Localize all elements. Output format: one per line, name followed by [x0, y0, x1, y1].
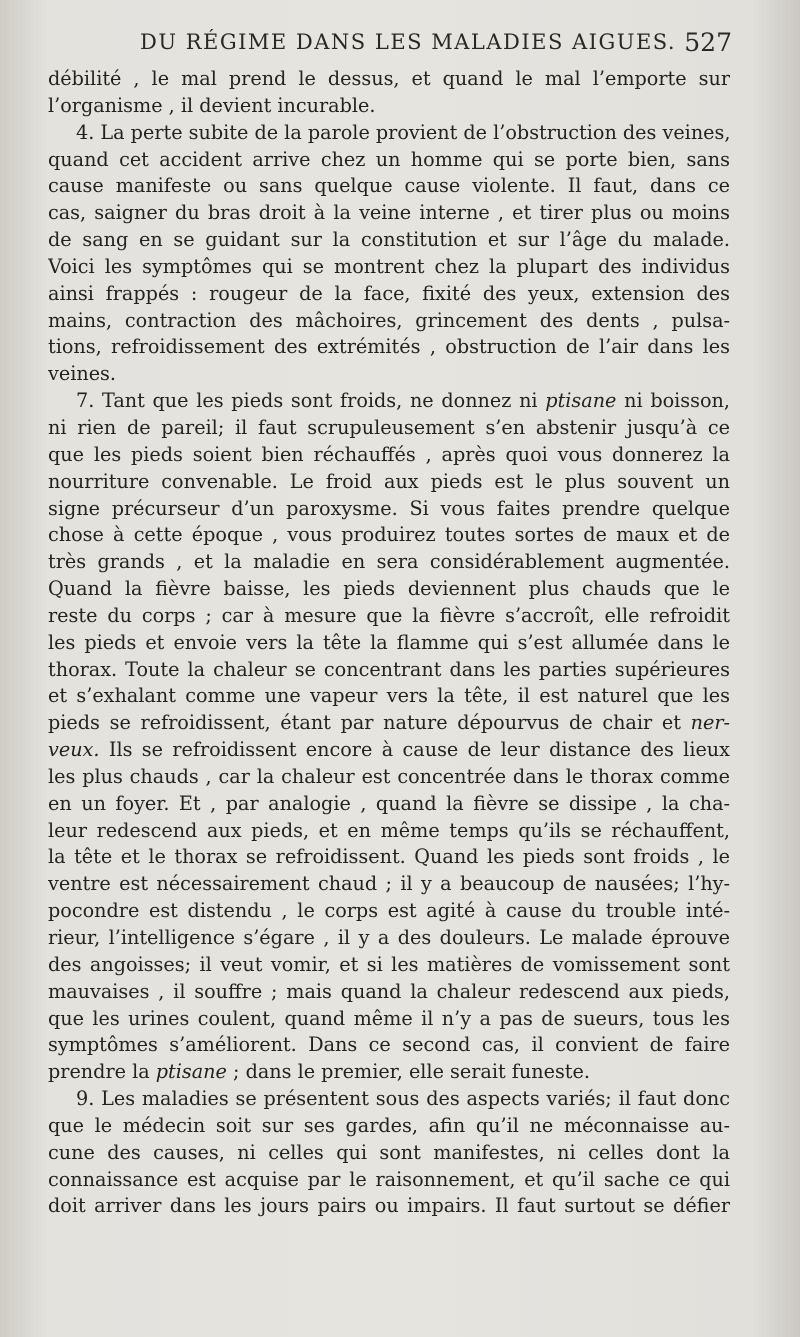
text-line: de sang en se guidant sur la constitution et sur l’âge du malade.: [48, 228, 730, 252]
text-line: débilité , le mal prend le dessus, et quand le mal l’emporte sur: [48, 67, 730, 90]
body-text: [48, 66, 730, 1220]
text-line: chose à cette époque , vous produirez toutes sortes de maux et de: [48, 523, 730, 547]
text-line: cas, saigner du bras droit à la veine interne , et tirer plus ou moins: [48, 201, 730, 225]
text-line: quand cet accident arrive chez un homme qui se porte bien, sans: [48, 147, 730, 171]
text-line: des angoisses; il veut vomir, et si les matières de vomissement sont: [48, 952, 730, 976]
text-line: la tête et le thorax se refroidissent. Quand les pieds sont froids , le: [48, 845, 730, 869]
text-line: en un foyer. Et , par analogie , quand la fièvre se dissipe , la cha-: [48, 791, 730, 815]
text-segment: ; dans le premier, elle serait funeste.: [226, 1060, 590, 1084]
text-segment: ni boisson,: [616, 389, 730, 413]
text-line: les pieds et envoie vers la tête la flamme qui s’est allumée dans le: [48, 630, 730, 654]
text-segment: 7. Tant que les pieds sont froids, ne donnez ni: [76, 389, 546, 413]
text-line: que les urines coulent, quand même il n’y a pas de sueurs, tous les: [48, 1006, 730, 1030]
text-line-nerveux-cont: [48, 737, 730, 764]
text-line: nourriture convenable. Le froid aux pieds est le plus souvent un: [48, 469, 730, 493]
text-line: reste du corps ; car à mesure que la fièvre s’accroît, elle refroidit: [48, 603, 730, 627]
text-line: que les pieds soient bien réchauffés , après quoi vous donnerez la: [48, 442, 730, 466]
text-line: tions, refroidissement des extrémités , obstruction de l’air dans les: [48, 335, 730, 359]
text-line: très grands , et la maladie en sera considérablement augmentée.: [48, 550, 730, 574]
text-line: veines.: [48, 362, 116, 386]
text-line: ni rien de pareil; il faut scrupuleusement s’en abstenir jusqu’à ce: [48, 415, 730, 439]
text-line: leur redescend aux pieds, et en même temps qu’ils se réchauffent,: [48, 818, 730, 842]
running-title: DU RÉGIME DANS LES MALADIES AIGUES.: [140, 30, 677, 54]
text-line: mains, contraction des mâchoires, grincement des dents , pulsa-: [48, 308, 730, 332]
text-line: cune des causes, ni celles qui sont manifestes, ni celles dont la: [48, 1140, 730, 1164]
text-line: Quand la fièvre baisse, les pieds deviennent plus chauds que le: [48, 577, 730, 601]
text-line: thorax. Toute la chaleur se concentrant dans les parties supérieures: [48, 657, 730, 681]
text-line: ainsi frappés : rougeur de la face, fixité des yeux, extension des: [48, 281, 730, 305]
text-segment: prendre la: [48, 1060, 156, 1084]
text-line: cause manifeste ou sans quelque cause violente. Il faut, dans ce: [48, 174, 730, 198]
text-line: que le médecin soit sur ses gardes, afin qu’il ne méconnaisse au-: [48, 1113, 730, 1137]
text-line: ventre est nécessairement chaud ; il y a beaucoup de nausées; l’hy-: [48, 872, 730, 896]
italic-word-nerveux-part1: ner-: [690, 711, 730, 735]
italic-word-ptisane-2: ptisane: [155, 1060, 227, 1084]
text-line: l’organisme , il devient incurable.: [48, 93, 376, 117]
text-segment: Ils se refroidissent encore à cause de leur distance des lieux: [99, 738, 730, 762]
page-number: 527: [684, 28, 732, 57]
text-line: signe précurseur d’un paroxysme. Si vous faites prendre quelque: [48, 496, 730, 520]
text-line: 4. La perte subite de la parole provient de l’obstruction des veines,: [76, 120, 730, 144]
italic-word-ptisane: ptisane: [545, 389, 617, 413]
text-line: les plus chauds , car la chaleur est concentrée dans le thorax comme: [48, 764, 730, 788]
text-line: connaissance est acquise par le raisonnement, et qu’il sache ce qui: [48, 1167, 730, 1191]
page-header: [48, 28, 732, 62]
text-line-nerveux: [48, 710, 730, 737]
text-line: 9. Les maladies se présentent sous des aspects variés; il faut donc: [76, 1087, 730, 1111]
text-line-ptisane-2: [48, 1059, 730, 1086]
text-line: mauvaises , il souffre ; mais quand la chaleur redescend aux pieds,: [48, 979, 730, 1003]
text-line: rieur, l’intelligence s’égare , il y a des douleurs. Le malade éprouve: [48, 926, 730, 949]
italic-word-nerveux-part2: veux.: [48, 738, 100, 762]
text-line: doit arriver dans les jours pairs ou impairs. Il faut surtout se défier: [48, 1194, 730, 1218]
text-line: symptômes s’améliorent. Dans ce second cas, il convient de faire: [48, 1033, 730, 1057]
text-line-ptisane: [48, 388, 730, 415]
text-line: Voici les symptômes qui se montrent chez la plupart des individus: [48, 254, 730, 278]
text-line: et s’exhalant comme une vapeur vers la tête, il est naturel que les: [48, 684, 730, 708]
text-segment: pieds se refroidissent, étant par nature dépourvus de chair et: [48, 711, 691, 735]
text-line: pocondre est distendu , le corps est agité à cause du trouble inté-: [48, 899, 730, 923]
